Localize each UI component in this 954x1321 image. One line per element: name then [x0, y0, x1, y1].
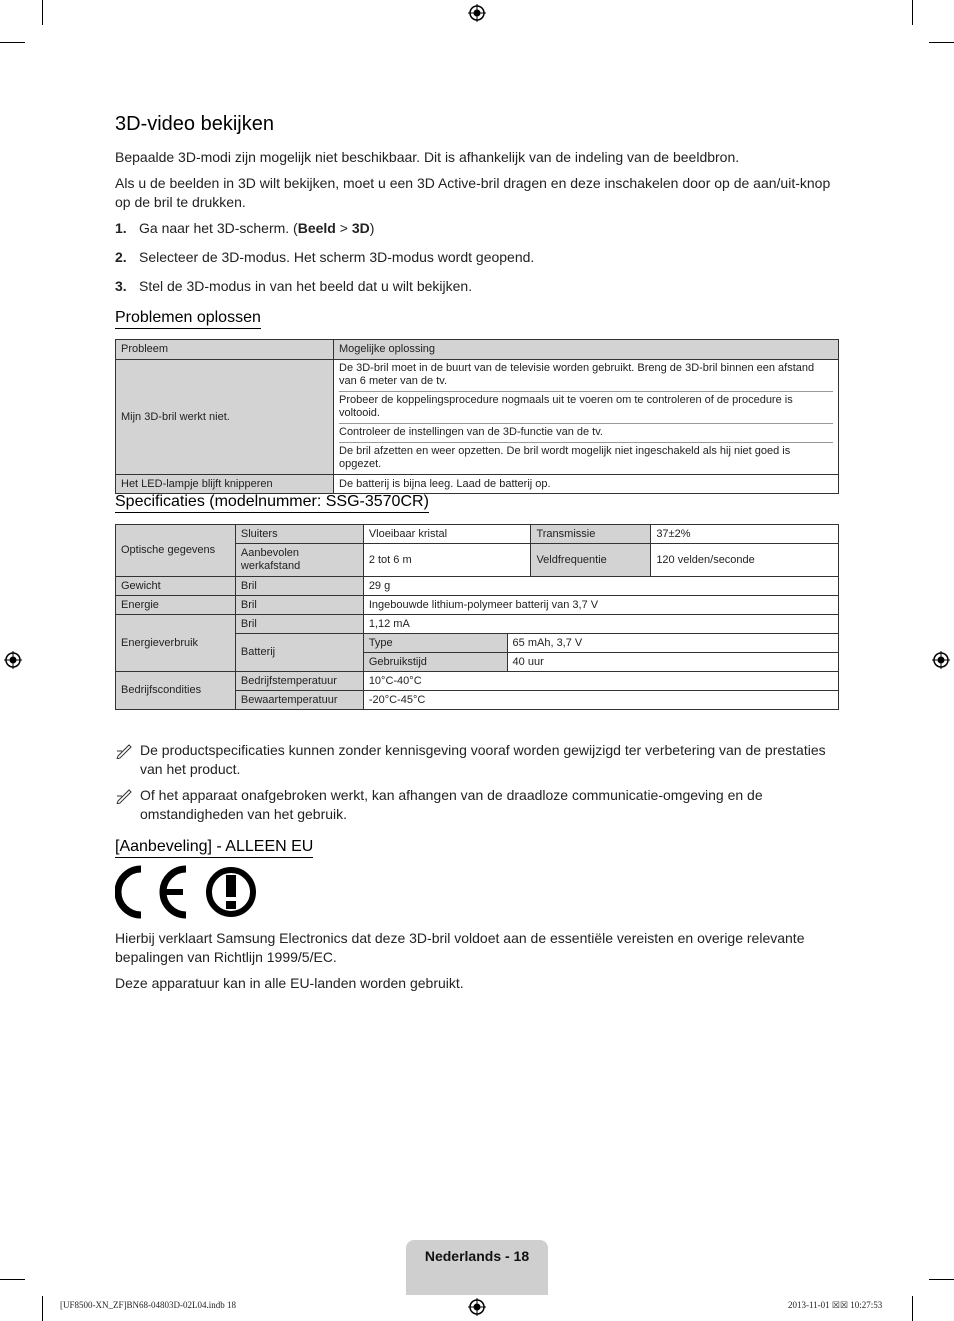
note-text: De productspecificaties kunnen zonder kennisgeving vooraf worden gewijzigd ter verbetering van de prestaties van het product.	[140, 742, 826, 777]
table-cell: 1,12 mA	[363, 615, 838, 634]
crop-mark	[0, 42, 25, 43]
declaration-text: Deze apparatuur kan in alle EU-landen worden gebruikt.	[115, 975, 464, 991]
table-row	[116, 360, 839, 475]
note-item	[115, 741, 835, 779]
table-row	[116, 475, 839, 494]
specs-table	[115, 524, 839, 710]
table-row	[116, 340, 839, 360]
section-heading-specs: Specificaties (modelnummer: SSG-3570CR)	[115, 492, 429, 513]
solution-item: De 3D-bril moet in de buurt van de televisie worden gebruikt. Breng de 3D-bril binnen een afstand van 6 meter van de tv.	[339, 360, 833, 392]
table-cell: 37±2%	[651, 525, 839, 544]
table-cell: Bedrijfstemperatuur	[235, 672, 363, 691]
table-cell: Bewaartemperatuur	[235, 691, 363, 710]
table-cell: 29 g	[363, 577, 838, 596]
footer-timestamp: 2013-11-01 ☒☒ 10:27:53	[788, 1300, 883, 1310]
section-heading-troubleshoot: Problemen oplossen	[115, 308, 261, 329]
registration-mark-icon	[468, 1298, 486, 1316]
table-cell: Energie	[116, 596, 236, 615]
table-row	[116, 672, 839, 691]
crop-mark	[42, 1296, 43, 1321]
table-cell	[334, 360, 839, 475]
note-text: Of het apparaat onafgebroken werkt, kan afhangen van de draadloze communicatie-omgeving en de omstandigheden van het gebruik.	[140, 787, 763, 822]
step-item	[115, 219, 835, 238]
table-cell: Bril	[235, 615, 363, 634]
table-cell: -20°C-45°C	[363, 691, 838, 710]
solution-item: Probeer de koppelingsprocedure nogmaals uit te voeren om te controleren of de procedure is voltooid.	[339, 392, 833, 424]
table-header: Probleem	[116, 340, 334, 360]
step-item	[115, 277, 835, 296]
menu-path-separator: >	[335, 220, 352, 236]
step-number: 3.	[115, 278, 127, 294]
crop-mark	[0, 1279, 25, 1280]
intro-paragraph: Bepaalde 3D-modi zijn mogelijk niet beschikbaar. Dit is afhankelijk van de indeling van de beeldbron.	[115, 149, 740, 165]
table-cell: Bril	[235, 577, 363, 596]
table-row	[116, 525, 839, 544]
section-heading-recommendation: [Aanbeveling] - ALLEEN EU	[115, 837, 313, 858]
table-cell: Energieverbruik	[116, 615, 236, 672]
table-cell: Type	[363, 634, 507, 653]
declaration-text: Hierbij verklaart Samsung Electronics dat deze 3D-bril voldoet aan de essentiële vereisten en overige relevante bepalingen van Richtlijn 1999/5/EC.	[115, 930, 805, 965]
note-item	[115, 786, 835, 824]
table-cell: Vloeibaar kristal	[363, 525, 531, 544]
ce-mark-logo	[115, 865, 260, 920]
table-cell: Batterij	[235, 634, 363, 672]
menu-path-bold: Beeld	[297, 220, 336, 236]
table-cell: 2 tot 6 m	[363, 544, 531, 577]
table-cell: Sluiters	[235, 525, 363, 544]
pencil-note-icon	[115, 788, 135, 804]
menu-path-bold: 3D	[351, 220, 370, 236]
table-cell: Bril	[235, 596, 363, 615]
table-cell: Ingebouwde lithium-polymeer batterij van 3,7 V	[363, 596, 838, 615]
table-cell: 65 mAh, 3,7 V	[507, 634, 838, 653]
table-row	[116, 577, 839, 596]
crop-mark	[912, 0, 913, 25]
table-cell: Transmissie	[531, 525, 651, 544]
table-header: Mogelijke oplossing	[334, 340, 839, 360]
registration-mark-icon	[4, 651, 22, 669]
table-row	[116, 596, 839, 615]
step-text: Ga naar het 3D-scherm. (	[139, 220, 298, 236]
solution-item: Controleer de instellingen van de 3D-functie van de tv.	[339, 424, 833, 443]
registration-mark-icon	[932, 651, 950, 669]
table-cell: Gewicht	[116, 577, 236, 596]
footer-file-info: [UF8500-XN_ZF]BN68-04803D-02L04.indb 18	[60, 1300, 236, 1310]
table-row	[116, 615, 839, 634]
table-cell: Gebruikstijd	[363, 653, 507, 672]
page-number-label: Nederlands - 18	[424, 1248, 530, 1264]
crop-mark	[42, 0, 43, 25]
crop-mark	[912, 1296, 913, 1321]
pencil-note-icon	[115, 743, 135, 759]
solution-item: De bril afzetten en weer opzetten. De bril wordt mogelijk niet ingeschakeld als hij niet goed is opgezet.	[339, 445, 791, 470]
table-cell: Aanbevolen werkafstand	[235, 544, 363, 577]
table-cell: Het LED-lampje blijft knipperen	[116, 475, 334, 494]
step-number: 2.	[115, 249, 127, 265]
crop-mark	[929, 42, 954, 43]
table-cell: De batterij is bijna leeg. Laad de batterij op.	[334, 475, 839, 494]
table-cell: 40 uur	[507, 653, 838, 672]
table-cell: Bedrijfscondities	[116, 672, 236, 710]
page-title: 3D-video bekijken	[115, 113, 274, 135]
step-item	[115, 248, 835, 267]
page-number-badge	[406, 1240, 548, 1295]
step-text: Selecteer de 3D-modus. Het scherm 3D-modus wordt geopend.	[139, 249, 535, 265]
table-cell: Optische gegevens	[116, 525, 236, 577]
step-number: 1.	[115, 220, 127, 236]
table-cell: 10°C-40°C	[363, 672, 838, 691]
troubleshoot-table	[115, 339, 839, 494]
table-cell: Mijn 3D-bril werkt niet.	[116, 360, 334, 475]
step-text: Stel de 3D-modus in van het beeld dat u wilt bekijken.	[139, 278, 473, 294]
table-cell: Veldfrequentie	[531, 544, 651, 577]
registration-mark-icon	[468, 4, 486, 22]
crop-mark	[929, 1279, 954, 1280]
step-text: )	[369, 220, 375, 236]
table-cell: 120 velden/seconde	[651, 544, 839, 577]
intro-paragraph: Als u de beelden in 3D wilt bekijken, moet u een 3D Active-bril dragen en deze inschakelen door op de aan/uit-knop op de bril te drukken.	[115, 175, 831, 210]
